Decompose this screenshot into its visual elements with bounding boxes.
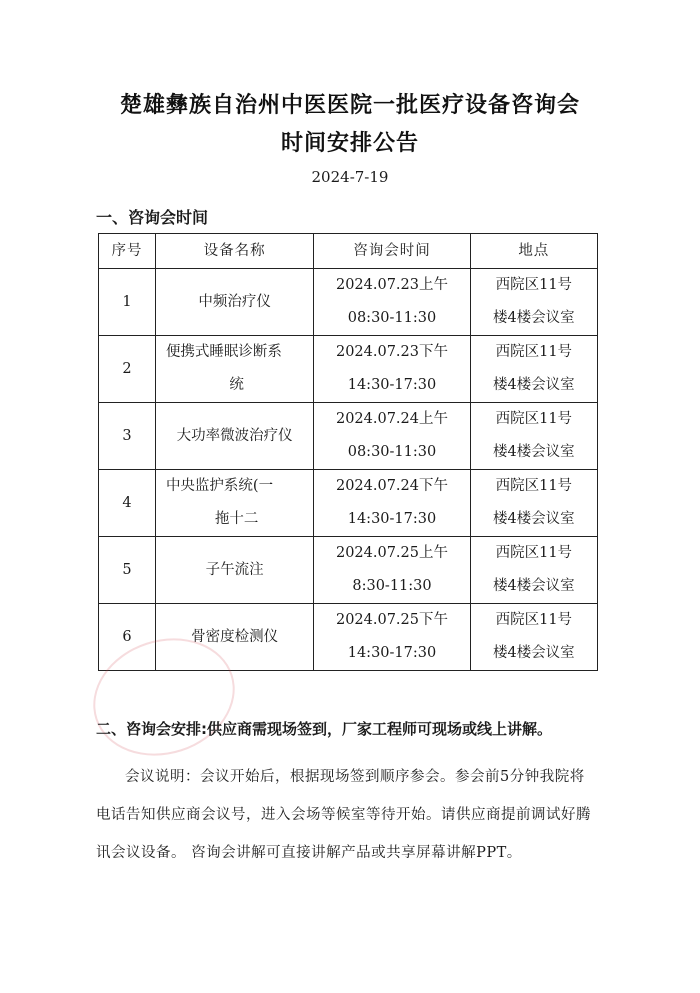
table-row bbox=[99, 537, 598, 604]
cell-time bbox=[314, 470, 470, 537]
cell-location bbox=[470, 537, 597, 604]
cell-time-range: 08:30-11:30 bbox=[347, 444, 437, 460]
cell-location-line1: 西院区11号 bbox=[495, 411, 573, 427]
cell-no: 4 bbox=[99, 470, 156, 537]
cell-time-range: 14:30-17:30 bbox=[347, 511, 437, 527]
notice-title-line1: 楚雄彝族自治州中医医院一批医疗设备咨询会 bbox=[119, 93, 580, 118]
cell-time-date: 2024.07.23下午 bbox=[335, 344, 448, 360]
cell-time bbox=[314, 604, 470, 671]
table-row bbox=[99, 403, 598, 470]
cell-no: 1 bbox=[99, 269, 156, 336]
cell-location-line1: 西院区11号 bbox=[495, 545, 573, 561]
cell-time bbox=[314, 269, 470, 336]
table-row bbox=[99, 470, 598, 537]
cell-device-line2: 统 bbox=[229, 377, 244, 393]
cell-time bbox=[314, 537, 470, 604]
section-heading-arrangement: 二、咨询会安排:供应商需现场签到，厂家工程师可现场或线上讲解。 bbox=[96, 720, 553, 738]
cell-time-date: 2024.07.23上午 bbox=[335, 277, 448, 293]
cell-location-line1: 西院区11号 bbox=[495, 277, 573, 293]
notice-date: 2024-7-19 bbox=[311, 168, 389, 186]
cell-location-line2: 楼4楼会议室 bbox=[492, 578, 575, 594]
cell-device-line1: 中央监护系统(一 bbox=[165, 478, 274, 494]
cell-device: 大功率微波治疗仪 bbox=[155, 403, 313, 470]
cell-location bbox=[470, 604, 597, 671]
cell-time bbox=[314, 336, 470, 403]
meeting-notes-paragraph: 会议说明：会议开始后，根据现场签到顺序参会。参会前5分钟我院将电话告知供应商会议号，进入会场等候室等待开始。请供应商提前调试好腾讯会议设备。 咨询会讲解可直接讲解产品或共享屏幕讲解PPT。 bbox=[96, 769, 591, 861]
table-row bbox=[99, 269, 598, 336]
cell-time-date: 2024.07.25上午 bbox=[335, 545, 448, 561]
table-row bbox=[99, 336, 598, 403]
cell-time-range: 8:30-11:30 bbox=[352, 578, 432, 594]
cell-time-range: 08:30-11:30 bbox=[347, 310, 437, 326]
section-heading-meeting-time: 一、咨询会时间 bbox=[96, 208, 209, 227]
cell-device: 子午流注 bbox=[155, 537, 313, 604]
header-cell-location: 地点 bbox=[470, 234, 597, 269]
cell-device-line1: 便携式睡眠诊断系 bbox=[165, 344, 282, 360]
cell-time-date: 2024.07.25下午 bbox=[335, 612, 448, 628]
table-header-row bbox=[99, 234, 598, 269]
cell-device: 中频治疗仪 bbox=[155, 269, 313, 336]
cell-device bbox=[155, 336, 313, 403]
header-cell-device: 设备名称 bbox=[155, 234, 313, 269]
cell-location-line1: 西院区11号 bbox=[495, 344, 573, 360]
header-cell-time: 咨询会时间 bbox=[314, 234, 470, 269]
cell-location-line2: 楼4楼会议室 bbox=[492, 377, 575, 393]
cell-location bbox=[470, 269, 597, 336]
cell-no: 5 bbox=[99, 537, 156, 604]
cell-time-date: 2024.07.24上午 bbox=[335, 411, 448, 427]
cell-location bbox=[470, 403, 597, 470]
cell-no: 2 bbox=[99, 336, 156, 403]
cell-location-line2: 楼4楼会议室 bbox=[492, 511, 575, 527]
cell-time-range: 14:30-17:30 bbox=[347, 645, 437, 661]
notice-title-line2: 时间安排公告 bbox=[280, 131, 419, 156]
cell-location-line2: 楼4楼会议室 bbox=[492, 645, 575, 661]
cell-device-line2: 拖十二 bbox=[214, 511, 259, 527]
cell-location-line1: 西院区11号 bbox=[495, 612, 573, 628]
header-cell-no: 序号 bbox=[99, 234, 156, 269]
cell-location-line2: 楼4楼会议室 bbox=[492, 444, 575, 460]
cell-device: 骨密度检测仪 bbox=[155, 604, 313, 671]
schedule-table bbox=[98, 233, 598, 671]
cell-no: 3 bbox=[99, 403, 156, 470]
cell-location-line1: 西院区11号 bbox=[495, 478, 573, 494]
cell-time bbox=[314, 403, 470, 470]
cell-device bbox=[155, 470, 313, 537]
cell-location bbox=[470, 470, 597, 537]
cell-time-range: 14:30-17:30 bbox=[347, 377, 437, 393]
cell-location-line2: 楼4楼会议室 bbox=[492, 310, 575, 326]
cell-location bbox=[470, 336, 597, 403]
cell-no: 6 bbox=[99, 604, 156, 671]
cell-time-date: 2024.07.24下午 bbox=[335, 478, 448, 494]
